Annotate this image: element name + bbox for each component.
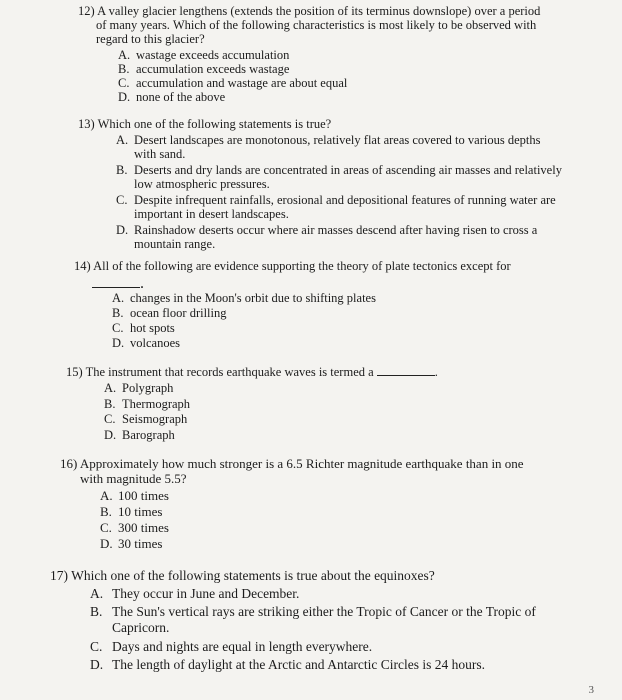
option-letter: A. [104,381,117,395]
answer-option [104,381,566,395]
question-number: 15) [66,365,83,379]
option-letter: D. [118,90,131,104]
option-text: Deserts and dry lands are concentrated in areas of ascending air masses and relatively low atmospheric pressures. [134,163,562,191]
question-14 [74,259,569,350]
option-letter: C. [104,412,116,426]
question-16 [60,456,570,552]
period: . [140,275,144,292]
answer-option [118,90,578,104]
option-letter: C. [100,520,112,535]
option-letter: D. [100,536,113,551]
option-letter: C. [90,639,103,654]
question-stem [50,567,570,584]
question-text-line: with magnitude 5.5? [80,471,187,486]
question-number: 13) [78,117,95,131]
option-letter: B. [90,604,103,619]
question-stem [78,117,563,131]
option-letter: B. [118,62,130,76]
option-letter: D. [90,657,104,672]
option-text: Days and nights are equal in length everywhere. [112,639,373,654]
option-text: 30 times [118,536,163,551]
option-letter: A. [118,48,131,62]
question-stem [74,259,569,273]
answer-option [112,291,569,305]
question-text: The instrument that records earthquake waves is termed a [85,365,374,379]
option-text: 300 times [118,520,169,535]
option-text: none of the above [136,90,226,104]
answer-option [116,163,563,191]
question-text-line: A valley glacier lengthens (extends the position of its terminus downslope) over a period [97,4,541,18]
answer-option [112,306,569,320]
answer-option [100,536,570,552]
option-text: hot spots [130,321,175,335]
question-text: Which one of the following statements is true about the equinoxes? [71,568,435,583]
option-letter: B. [112,306,124,320]
option-text: 10 times [118,504,163,519]
question-stem [60,456,570,486]
option-text: They occur in June and December. [112,586,300,601]
question-stem [78,4,578,46]
answer-option [116,223,563,251]
option-letter: B. [100,504,112,519]
option-letter: C. [116,193,128,207]
answer-option [90,604,570,636]
answer-option [116,133,563,161]
option-letter: D. [116,223,129,237]
option-text: wastage exceeds accumulation [136,48,290,62]
question-number: 12) [78,4,95,18]
option-text: volcanoes [130,336,180,350]
option-text: changes in the Moon's orbit due to shifting plates [130,291,376,305]
answer-option [118,76,578,90]
answer-blank [377,364,435,376]
option-letter: C. [118,76,130,90]
question-12 [78,4,578,104]
answer-option [118,48,578,62]
question-15 [66,364,566,442]
option-text: The length of daylight at the Arctic and Antarctic Circles is 24 hours. [112,657,486,672]
answer-option [100,488,570,504]
question-text-line: of many years. Which of the following characteristics is most likely to be observed with [96,18,537,32]
answer-option [104,412,566,426]
option-letter: D. [112,336,125,350]
answer-option [90,657,570,673]
answer-option [112,336,569,350]
question-text: All of the following are evidence supporting the theory of plate tectonics except for [93,259,511,273]
answer-option [90,639,570,655]
option-letter: C. [112,321,124,335]
answer-option [112,321,569,335]
option-text: Polygraph [122,381,174,395]
question-17 [50,567,570,673]
option-text: Seismograph [122,412,188,426]
question-13 [78,117,563,251]
option-letter: A. [116,133,129,147]
question-stem [66,364,566,379]
question-text-line: Approximately how much stronger is a 6.5 Richter magnitude earthquake than in one [79,456,524,471]
option-text: Thermograph [122,396,191,411]
option-text: The Sun's vertical rays are striking either the Tropic of Cancer or the Tropic of Capricorn. [112,604,536,635]
option-text: Rainshadow deserts occur where air masses descend after having risen to cross a mountain range. [134,223,538,251]
option-text: Desert landscapes are monotonous, relatively flat areas covered to various depths with sand. [134,133,541,161]
question-number: 16) [60,456,78,471]
question-number: 14) [74,259,91,273]
answer-option [104,428,566,442]
option-text: 100 times [118,488,169,503]
option-letter: D. [104,427,117,442]
answer-blank [92,276,140,288]
option-text: Despite infrequent rainfalls, erosional and depositional features of running water are important in desert landscapes. [134,193,556,221]
option-letter: A. [90,586,104,601]
answer-option [116,193,563,221]
option-text: ocean floor drilling [130,306,227,320]
option-text: accumulation and wastage are about equal [136,76,348,90]
option-text: Barograph [122,427,175,442]
option-letter: A. [100,488,113,503]
answer-option [104,397,566,411]
answer-option [90,586,570,602]
question-text: Which one of the following statements is true? [97,117,332,131]
option-letter: B. [116,163,128,177]
answer-option [100,520,570,536]
option-letter: B. [104,396,116,411]
answer-option [100,504,570,520]
period: . [434,365,438,379]
answer-option [118,62,578,76]
option-text: accumulation exceeds wastage [136,62,290,76]
page-number: 3 [588,684,594,696]
question-text-line: regard to this glacier? [96,32,205,46]
option-letter: A. [112,291,125,305]
question-number: 17) [50,568,68,583]
